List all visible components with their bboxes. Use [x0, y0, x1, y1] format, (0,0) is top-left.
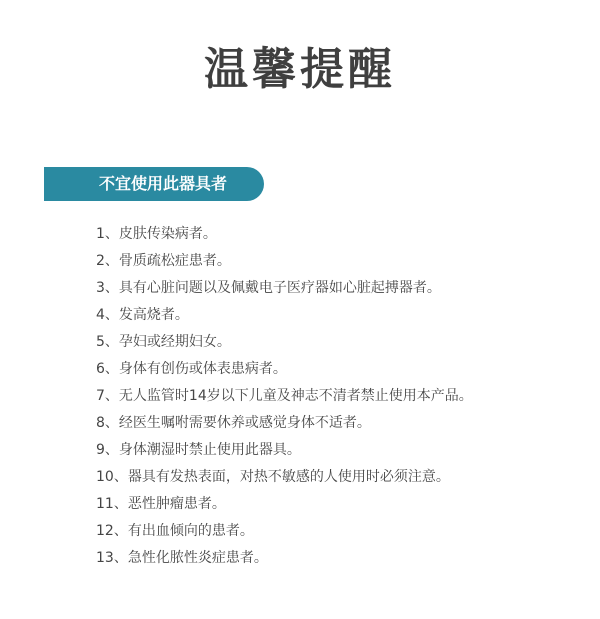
list-item: 8、经医生嘱咐需要休养或感觉身体不适者。: [96, 415, 371, 431]
list-item: 3、具有心脏问题以及佩戴电子医疗器如心脏起搏器者。: [96, 280, 441, 296]
page-title: 温馨提醒: [204, 44, 396, 95]
list-item: 13、急性化脓性炎症患者。: [96, 550, 268, 566]
list-item: 5、孕妇或经期妇女。: [96, 334, 231, 350]
list-item: 9、身体潮湿时禁止使用此器具。: [96, 442, 301, 458]
list-item: 7、无人监管时14岁以下儿童及神志不清者禁止使用本产品。: [96, 388, 473, 404]
contraindications-list: [96, 221, 576, 572]
list-item: 4、发高烧者。: [96, 307, 189, 323]
list-item: 10、器具有发热表面，对热不敏感的人使用时必须注意。: [96, 469, 450, 485]
list-item: 2、骨质疏松症患者。: [96, 253, 231, 269]
section-banner-label: 不宜使用此器具者: [99, 174, 228, 193]
list-item: 1、皮肤传染病者。: [96, 226, 217, 242]
list-item: 11、恶性肿瘤患者。: [96, 496, 226, 512]
list-item: 12、有出血倾向的患者。: [96, 523, 254, 539]
list-item: 6、身体有创伤或体表患病者。: [96, 361, 287, 377]
section-banner: [44, 167, 264, 201]
